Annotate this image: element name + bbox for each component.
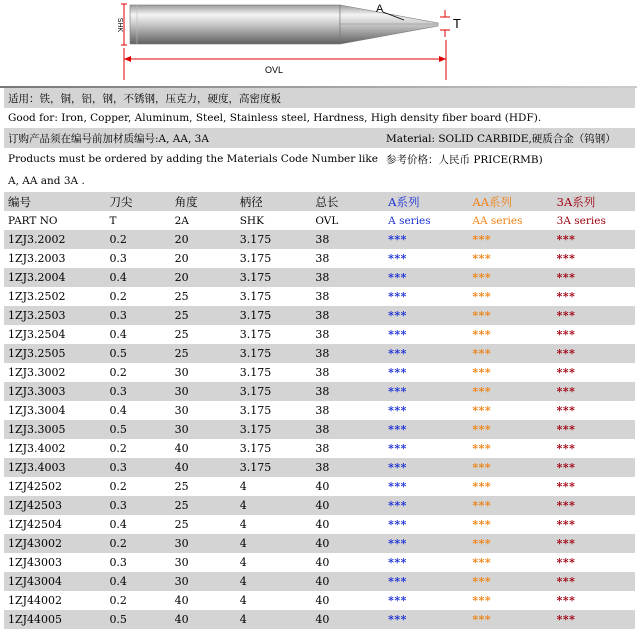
cell-aa-price: *** xyxy=(472,499,492,512)
table-row xyxy=(4,458,635,477)
cell-shank: 4 xyxy=(239,537,247,550)
cell-a-price: *** xyxy=(388,442,407,455)
cell-aa-price: *** xyxy=(472,252,492,265)
cell-aa-price: *** xyxy=(472,480,492,493)
cell-tip: 0.5 xyxy=(109,423,127,436)
cell-length: 38 xyxy=(315,309,330,322)
cell-angle: 20 xyxy=(174,233,189,246)
cell-3a-price: *** xyxy=(556,499,576,512)
cell-a-price: *** xyxy=(388,366,407,379)
table-row xyxy=(4,439,635,458)
cell-tip: 0.3 xyxy=(109,461,127,474)
cell-shank: 3.175 xyxy=(239,347,272,360)
table-row xyxy=(4,515,635,534)
usage-cn-text: 适用：铁，铜，铝，钢，不锈钢，压克力，硬度，高密度板 xyxy=(8,92,281,105)
cell-angle: 30 xyxy=(174,385,189,398)
cell-3a-price: *** xyxy=(556,423,576,436)
cell-aa-price: *** xyxy=(472,613,492,626)
cell-part-no: 1ZJ3.2502 xyxy=(8,290,66,303)
table-row xyxy=(4,572,635,591)
cell-aa-price: *** xyxy=(472,461,492,474)
order-material-row xyxy=(4,128,635,148)
table-row xyxy=(4,477,635,496)
cell-length: 40 xyxy=(315,518,330,531)
cell-tip: 0.5 xyxy=(109,613,127,626)
cell-a-price: *** xyxy=(388,613,407,626)
cell-shank: 3.175 xyxy=(239,290,272,303)
cell-3a-price: *** xyxy=(556,518,576,531)
table-row xyxy=(4,496,635,515)
cell-a-price: *** xyxy=(388,423,407,436)
cell-aa-price: *** xyxy=(472,404,492,417)
table-row xyxy=(4,268,635,287)
subheader-aa-series: AA series xyxy=(472,214,523,227)
cell-angle: 30 xyxy=(174,423,189,436)
label-a: A xyxy=(376,3,384,15)
table-row xyxy=(4,344,635,363)
subheader-shank: SHK xyxy=(239,214,264,227)
cell-tip: 0.5 xyxy=(109,347,127,360)
table-row xyxy=(4,401,635,420)
table-row xyxy=(4,420,635,439)
label-t: T xyxy=(453,16,461,31)
cell-angle: 25 xyxy=(174,480,189,493)
cell-3a-price: *** xyxy=(556,537,576,550)
cell-a-price: *** xyxy=(388,404,407,417)
cell-tip: 0.2 xyxy=(109,366,127,379)
table-row xyxy=(4,230,635,249)
cell-angle: 20 xyxy=(174,271,189,284)
cell-length: 38 xyxy=(315,233,330,246)
cell-shank: 3.175 xyxy=(239,385,272,398)
cell-part-no: 1ZJ3.4003 xyxy=(8,461,66,474)
ovl-dimension xyxy=(124,40,446,80)
table-row xyxy=(4,287,635,306)
cell-tip: 0.4 xyxy=(109,404,127,417)
cell-length: 38 xyxy=(315,290,330,303)
cell-shank: 3.175 xyxy=(239,271,272,284)
cell-a-price: *** xyxy=(388,537,407,550)
cell-length: 38 xyxy=(315,366,330,379)
cell-angle: 25 xyxy=(174,309,189,322)
cell-a-price: *** xyxy=(388,461,407,474)
cell-aa-price: *** xyxy=(472,442,492,455)
cell-a-price: *** xyxy=(388,347,407,360)
cell-length: 40 xyxy=(315,537,330,550)
cell-length: 40 xyxy=(315,613,330,626)
cell-a-price: *** xyxy=(388,594,407,607)
cell-a-price: *** xyxy=(388,499,407,512)
cell-angle: 25 xyxy=(174,347,189,360)
cell-shank: 4 xyxy=(239,499,247,512)
cell-length: 38 xyxy=(315,328,330,341)
cell-3a-price: *** xyxy=(556,347,576,360)
cell-part-no: 1ZJ3.2503 xyxy=(8,309,66,322)
cell-a-price: *** xyxy=(388,575,407,588)
cell-a-price: *** xyxy=(388,271,407,284)
cell-3a-price: *** xyxy=(556,442,576,455)
subheader-length: OVL xyxy=(315,214,339,227)
cell-length: 38 xyxy=(315,442,330,455)
subheader-tip: T xyxy=(109,214,117,227)
tip-dimension xyxy=(440,10,461,37)
cell-length: 40 xyxy=(315,556,330,569)
cell-a-price: *** xyxy=(388,518,407,531)
cell-part-no: 1ZJ3.2003 xyxy=(8,252,66,265)
cell-part-no: 1ZJ43003 xyxy=(8,556,63,569)
cell-3a-price: *** xyxy=(556,594,576,607)
cell-3a-price: *** xyxy=(556,556,576,569)
price-note: 参考价格：人民币 PRICE(RMB) xyxy=(386,153,543,166)
cell-angle: 30 xyxy=(174,537,189,550)
cell-length: 38 xyxy=(315,271,330,284)
cell-angle: 30 xyxy=(174,366,189,379)
header-length: 总长 xyxy=(315,194,339,209)
cell-tip: 0.3 xyxy=(109,385,127,398)
cell-a-price: *** xyxy=(388,309,407,322)
cell-part-no: 1ZJ44002 xyxy=(8,594,63,607)
cell-length: 38 xyxy=(315,252,330,265)
product-table xyxy=(4,192,635,629)
table-row xyxy=(4,610,635,629)
table-row xyxy=(4,306,635,325)
cell-a-price: *** xyxy=(388,290,407,303)
cell-shank: 3.175 xyxy=(239,423,272,436)
cell-a-price: *** xyxy=(388,233,407,246)
cell-a-price: *** xyxy=(388,556,407,569)
cell-3a-price: *** xyxy=(556,328,576,341)
label-ovl: OVL xyxy=(265,65,284,75)
subheader-3a-series: 3A series xyxy=(556,214,606,227)
material-note: Material: SOLID CARBIDE,硬质合金（钨钢） xyxy=(386,132,616,145)
cell-length: 38 xyxy=(315,347,330,360)
cell-3a-price: *** xyxy=(556,252,576,265)
cell-3a-price: *** xyxy=(556,613,576,626)
cell-angle: 25 xyxy=(174,518,189,531)
cell-aa-price: *** xyxy=(472,385,492,398)
cell-part-no: 1ZJ43002 xyxy=(8,537,63,550)
cell-angle: 25 xyxy=(174,499,189,512)
cell-length: 38 xyxy=(315,385,330,398)
cell-a-price: *** xyxy=(388,252,407,265)
cell-part-no: 1ZJ42502 xyxy=(8,480,63,493)
label-shk: SHK xyxy=(116,17,123,33)
cell-part-no: 1ZJ3.3005 xyxy=(8,423,66,436)
table-row xyxy=(4,325,635,344)
cell-3a-price: *** xyxy=(556,404,576,417)
cell-aa-price: *** xyxy=(472,347,492,360)
cell-angle: 20 xyxy=(174,252,189,265)
table-header-en xyxy=(4,211,635,230)
table-header-cn xyxy=(4,192,635,211)
cell-part-no: 1ZJ3.2002 xyxy=(8,233,66,246)
header-aa-series: AA系列 xyxy=(472,194,513,209)
cell-tip: 0.4 xyxy=(109,518,127,531)
cell-3a-price: *** xyxy=(556,233,576,246)
cell-length: 38 xyxy=(315,404,330,417)
cell-angle: 40 xyxy=(174,442,189,455)
cell-a-price: *** xyxy=(388,328,407,341)
header-shank: 柄径 xyxy=(239,194,263,209)
cell-aa-price: *** xyxy=(472,309,492,322)
cell-tip: 0.4 xyxy=(109,575,127,588)
cell-part-no: 1ZJ44005 xyxy=(8,613,63,626)
cell-aa-price: *** xyxy=(472,575,492,588)
cell-tip: 0.2 xyxy=(109,233,127,246)
cell-length: 38 xyxy=(315,423,330,436)
cell-shank: 4 xyxy=(239,613,247,626)
cell-tip: 0.2 xyxy=(109,594,127,607)
order-price-row xyxy=(4,148,635,170)
cell-angle: 40 xyxy=(174,461,189,474)
cell-aa-price: *** xyxy=(472,594,492,607)
cell-3a-price: *** xyxy=(556,290,576,303)
cell-aa-price: *** xyxy=(472,233,492,246)
cell-angle: 25 xyxy=(174,290,189,303)
cell-shank: 3.175 xyxy=(239,252,272,265)
tool-drawing xyxy=(0,0,637,88)
header-tip: 刀尖 xyxy=(109,194,133,209)
table-row xyxy=(4,534,635,553)
cell-shank: 4 xyxy=(239,575,247,588)
cell-angle: 30 xyxy=(174,556,189,569)
cell-length: 40 xyxy=(315,575,330,588)
cell-3a-price: *** xyxy=(556,461,576,474)
cell-angle: 30 xyxy=(174,404,189,417)
cell-part-no: 1ZJ3.4002 xyxy=(8,442,66,455)
cell-length: 40 xyxy=(315,499,330,512)
cell-3a-price: *** xyxy=(556,366,576,379)
cell-aa-price: *** xyxy=(472,556,492,569)
cell-aa-price: *** xyxy=(472,423,492,436)
cell-part-no: 1ZJ42504 xyxy=(8,518,63,531)
engraving-bit-shape xyxy=(130,5,438,44)
cell-shank: 3.175 xyxy=(239,366,272,379)
cell-tip: 0.2 xyxy=(109,480,127,493)
header-3a-series: 3A系列 xyxy=(556,194,596,209)
cell-length: 38 xyxy=(315,461,330,474)
cell-tip: 0.2 xyxy=(109,442,127,455)
cell-length: 40 xyxy=(315,594,330,607)
shk-dimension xyxy=(113,4,127,45)
cell-tip: 0.3 xyxy=(109,556,127,569)
cell-shank: 4 xyxy=(239,518,247,531)
table-row xyxy=(4,382,635,401)
cell-aa-price: *** xyxy=(472,328,492,341)
cell-3a-price: *** xyxy=(556,271,576,284)
cell-part-no: 1ZJ3.2504 xyxy=(8,328,66,341)
cell-3a-price: *** xyxy=(556,575,576,588)
subheader-angle: 2A xyxy=(174,214,189,227)
cell-shank: 3.175 xyxy=(239,233,272,246)
cell-part-no: 1ZJ43004 xyxy=(8,575,63,588)
cell-aa-price: *** xyxy=(472,271,492,284)
table-row xyxy=(4,591,635,610)
order-codes xyxy=(4,170,635,192)
cell-part-no: 1ZJ3.3002 xyxy=(8,366,66,379)
cell-shank: 3.175 xyxy=(239,461,272,474)
cell-part-no: 1ZJ3.3003 xyxy=(8,385,66,398)
cell-angle: 30 xyxy=(174,575,189,588)
cell-part-no: 1ZJ3.3004 xyxy=(8,404,66,417)
usage-en xyxy=(4,108,635,128)
order-note-cn: 订购产品须在编号前加材质编号:A, AA, 3A xyxy=(8,132,209,145)
subheader-a-series: A series xyxy=(388,214,431,227)
cell-aa-price: *** xyxy=(472,518,492,531)
header-part-no: 编号 xyxy=(8,194,31,209)
header-angle: 角度 xyxy=(174,194,198,209)
cell-3a-price: *** xyxy=(556,480,576,493)
product-sheet xyxy=(4,88,635,629)
usage-en-text: Good for: Iron, Copper, Aluminum, Steel, Stainless steel, Hardness, High density fiber board (HDF). xyxy=(8,112,542,124)
cell-shank: 4 xyxy=(239,480,247,493)
cell-tip: 0.3 xyxy=(109,499,127,512)
cell-shank: 4 xyxy=(239,556,247,569)
cell-shank: 4 xyxy=(239,594,247,607)
table-row xyxy=(4,363,635,382)
cell-angle: 25 xyxy=(174,328,189,341)
cell-angle: 40 xyxy=(174,613,189,626)
header-a-series: A系列 xyxy=(388,194,420,209)
table-row xyxy=(4,553,635,572)
cell-part-no: 1ZJ3.2505 xyxy=(8,347,66,360)
cell-3a-price: *** xyxy=(556,309,576,322)
cell-tip: 0.2 xyxy=(109,290,127,303)
cell-part-no: 1ZJ42503 xyxy=(8,499,63,512)
cell-shank: 3.175 xyxy=(239,442,272,455)
cell-length: 40 xyxy=(315,480,330,493)
cell-shank: 3.175 xyxy=(239,404,272,417)
cell-aa-price: *** xyxy=(472,290,492,303)
cell-3a-price: *** xyxy=(556,385,576,398)
cell-tip: 0.4 xyxy=(109,271,127,284)
order-codes-text: A, AA and 3A . xyxy=(8,175,85,187)
subheader-part-no: PART NO xyxy=(8,214,58,227)
cell-tip: 0.4 xyxy=(109,328,127,341)
cell-aa-price: *** xyxy=(472,537,492,550)
table-row xyxy=(4,249,635,268)
usage-cn xyxy=(4,88,635,108)
cell-aa-price: *** xyxy=(472,366,492,379)
cell-angle: 40 xyxy=(174,594,189,607)
cell-part-no: 1ZJ3.2004 xyxy=(8,271,66,284)
cell-shank: 3.175 xyxy=(239,309,272,322)
cell-a-price: *** xyxy=(388,480,407,493)
cell-tip: 0.3 xyxy=(109,309,127,322)
cell-a-price: *** xyxy=(388,385,407,398)
cell-tip: 0.2 xyxy=(109,537,127,550)
order-note-en: Products must be ordered by adding the Materials Code Number like xyxy=(8,153,378,165)
cell-shank: 3.175 xyxy=(239,328,272,341)
cell-tip: 0.3 xyxy=(109,252,127,265)
